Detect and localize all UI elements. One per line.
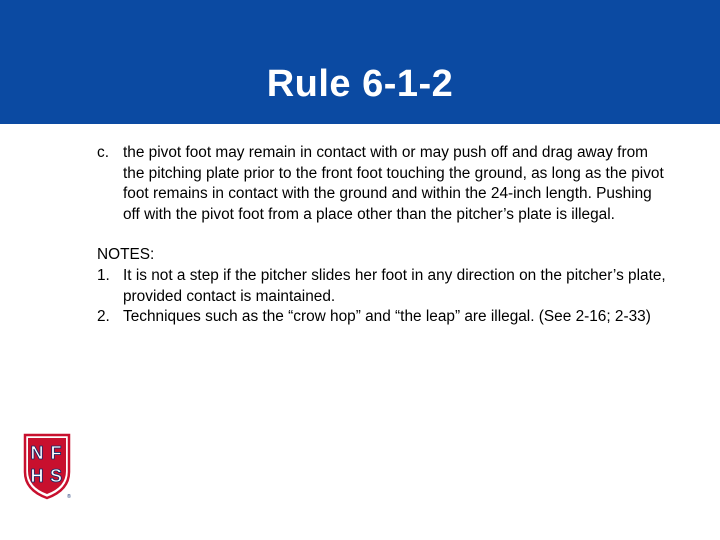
- svg-text:®: ®: [67, 494, 71, 500]
- svg-text:S: S: [49, 466, 63, 486]
- note-item-1: [97, 266, 667, 307]
- svg-text:F: F: [50, 443, 62, 463]
- note-text: It is not a step if the pitcher slides her foot in any direction on the pitcher’s plate, provided contact is maintained.: [123, 266, 666, 305]
- note-marker: 2.: [97, 308, 110, 326]
- note-item-2: [97, 307, 667, 328]
- notes-heading: NOTES:: [97, 246, 155, 264]
- rule-item-c: [97, 143, 667, 225]
- nfhs-logo: [22, 432, 72, 500]
- slide-body: [97, 143, 667, 328]
- rule-item-text: the pivot foot may remain in contact with or may push off and drag away from the pitching plate prior to the front foot touching the ground, as long as the pivot foot remains in contact with the ground and within the 24-inch length. Pushing off with the pivot foot from a place other than the pitcher’s plate is illegal.: [123, 144, 664, 223]
- note-text: Techniques such as the “crow hop” and “the leap” are illegal. (See 2-16; 2-33): [123, 308, 651, 326]
- note-marker: 1.: [97, 266, 110, 284]
- rule-item-marker: c.: [97, 144, 109, 161]
- svg-text:H: H: [30, 466, 44, 486]
- svg-text:N: N: [30, 443, 44, 463]
- slide-title: Rule 6-1-2: [266, 63, 454, 105]
